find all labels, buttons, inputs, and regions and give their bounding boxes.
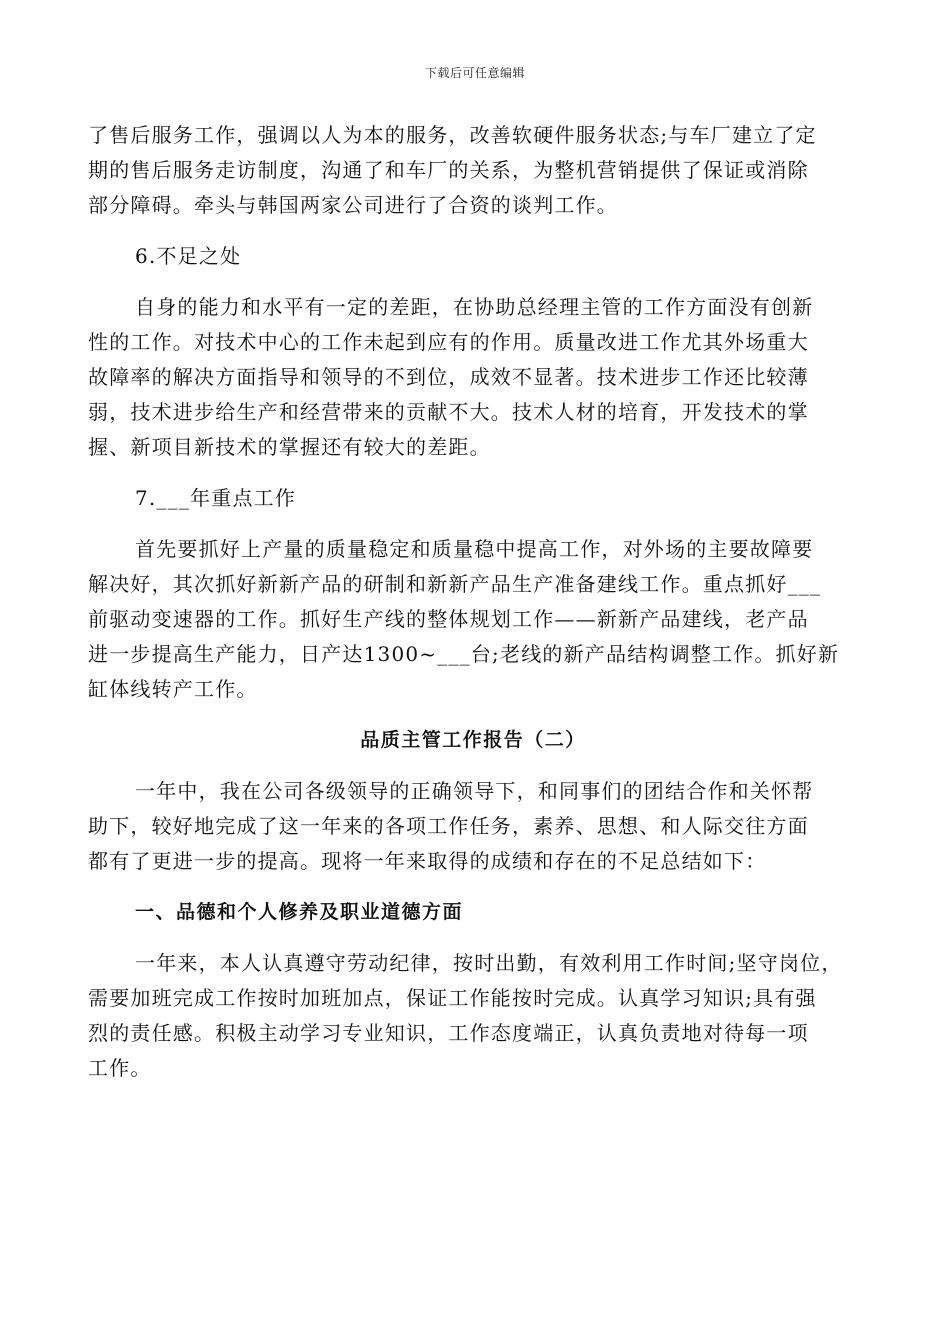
text-line: 故障率的解决方面指导和领导的不到位，成效不显著。技术进步工作还比较薄 (88, 365, 809, 389)
text-line: 解决好，其次抓好新新产品的研制和新新产品生产准备建线工作。重点抓好___ (88, 572, 822, 596)
paragraph-intro (88, 774, 858, 879)
text-line: 烈的责任感。积极主动学习专业知识，工作态度端正，认真负责地对待每一项 (88, 1021, 809, 1045)
subheading-shortcomings: 6.不足之处 (135, 244, 242, 268)
header-note: 下载后可任意编辑 (424, 66, 525, 80)
paragraph-shortcomings (88, 290, 858, 465)
text-line: 助下，较好地完成了这一年来的各项工作任务，素养、思想、和人际交往方面 (88, 814, 809, 838)
subheading-key-work: 7.___年重点工作 (135, 486, 297, 510)
text-line: 都有了更进一步的提高。现将一年来取得的成绩和存在的不足总结如下： (88, 849, 767, 873)
text-line: 首先要抓好上产量的质量稳定和质量稳中提高工作，对外场的主要故障要 (135, 537, 814, 561)
text-line: 缸体线转产工作。 (88, 677, 258, 701)
document-body (88, 118, 858, 1086)
text-line: 一年来，本人认真遵守劳动纪律，按时出勤，有效利用工作时间;坚守岗位， (135, 951, 843, 975)
text-line: 需要加班完成工作按时加班加点，保证工作能按时完成。认真学习知识;具有强 (88, 986, 817, 1010)
text-line: 一年中，我在公司各级领导的正确领导下，和同事们的团结合作和关怀帮 (135, 779, 814, 803)
text-line: 工作。 (88, 1056, 152, 1080)
text-line: 性的工作。对技术中心的工作未起到应有的作用。质量改进工作尤其外场重大 (88, 330, 809, 354)
paragraph-key-work (88, 532, 858, 707)
text-line: 自身的能力和水平有一定的差距，在协助总经理主管的工作方面没有创新 (135, 295, 814, 319)
text-line: 握、新项目新技术的掌握还有较大的差距。 (88, 435, 491, 459)
text-line: 进一步提高生产能力，日产达1300~___台;老线的新产品结构调整工作。抓好新 (88, 642, 840, 666)
text-line: 弱，技术进步给生产和经营带来的贡献不大。技术人材的培育，开发技术的掌 (88, 400, 809, 424)
text-line: 期的售后服务走访制度，沟通了和车厂的关系，为整机营销提供了保证或消除 (88, 158, 809, 182)
text-line: 前驱动变速器的工作。抓好生产线的整体规划工作——新新产品建线，老产品 (88, 607, 809, 631)
text-line: 部分障碍。牵头与韩国两家公司进行了合资的谈判工作。 (88, 193, 618, 217)
section-heading-ethics: 一、品德和个人修养及职业道德方面 (135, 901, 464, 923)
text-line: 了售后服务工作，强调以人为本的服务，改善软硬件服务状态;与车厂建立了定 (88, 123, 817, 147)
report-title: 品质主管工作报告（二） (360, 729, 586, 751)
paragraph-ethics (88, 946, 858, 1086)
paragraph-after-sales (88, 118, 858, 223)
